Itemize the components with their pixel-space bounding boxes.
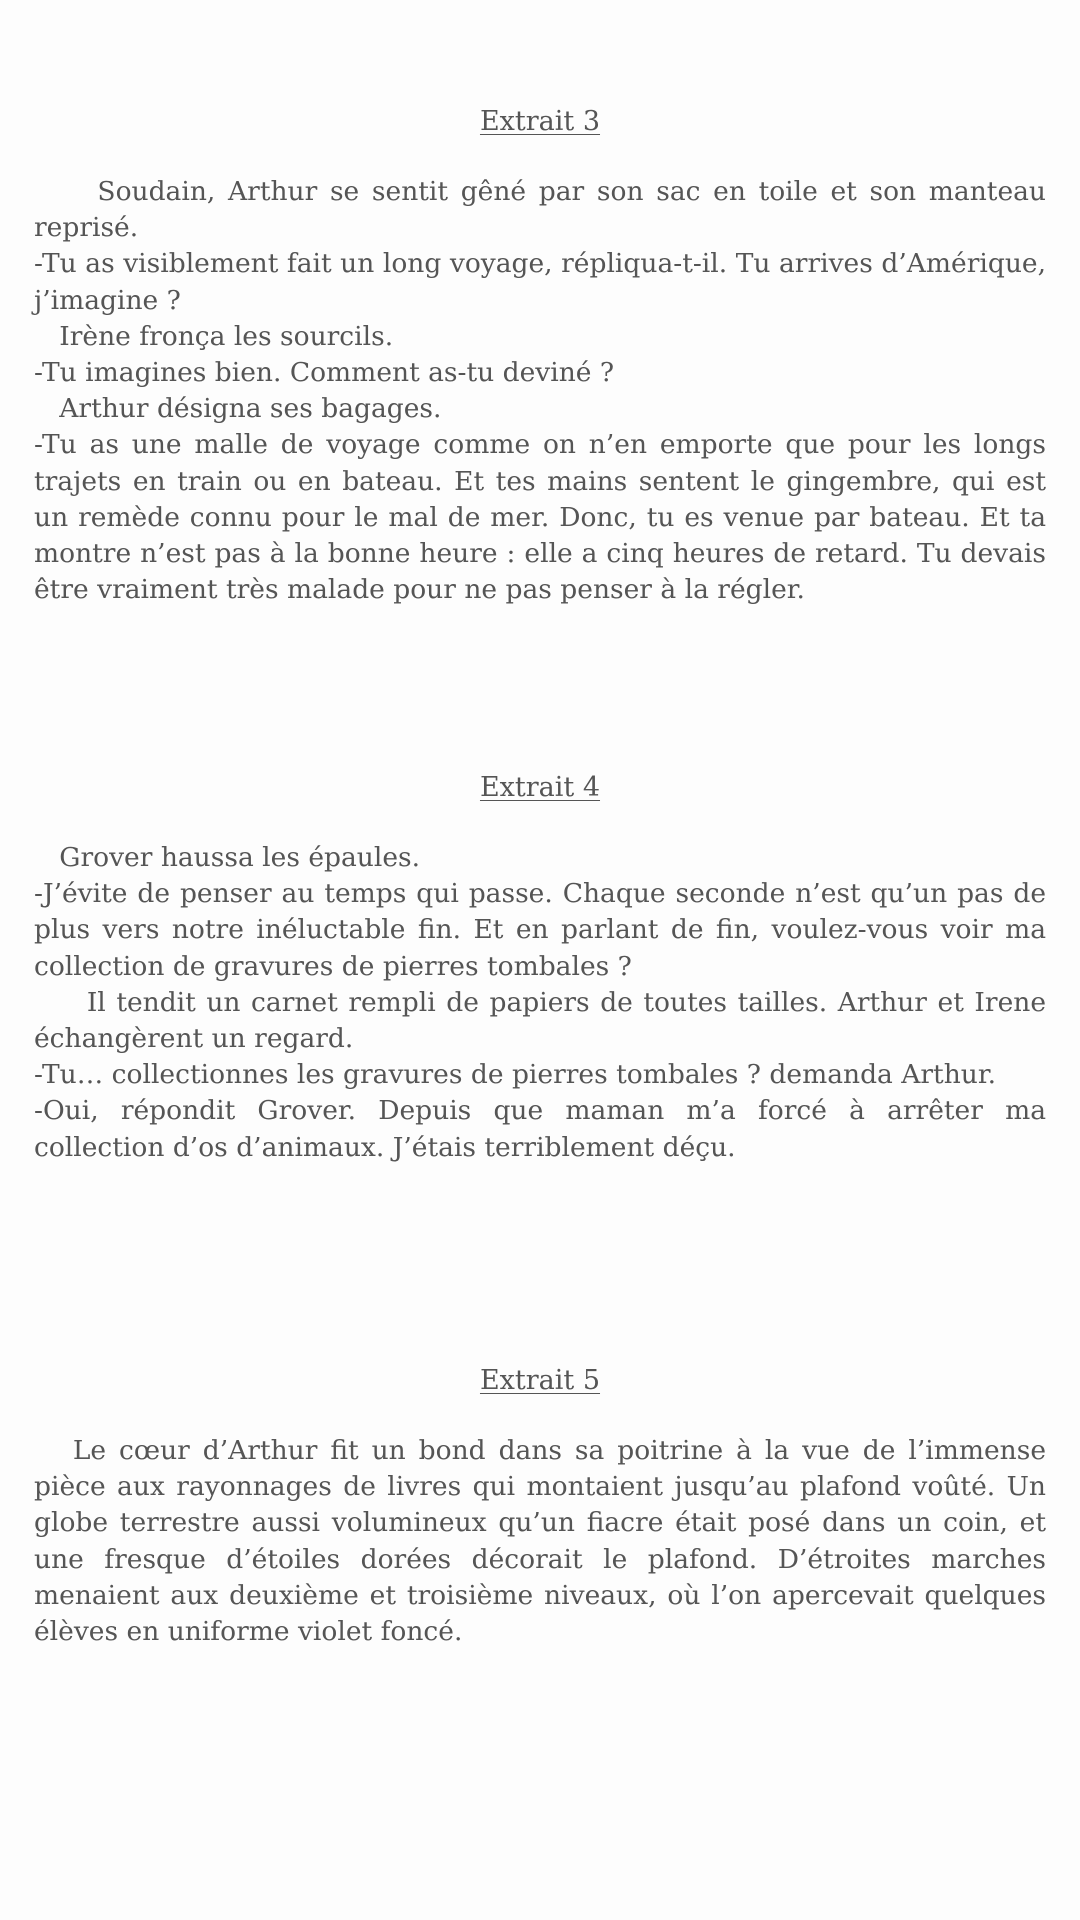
section-body [34, 840, 1055, 1166]
paragraph: -Tu as une malle de voyage comme on n’en emporte que pour les longs trajets en train ou en bateau. Et tes mains sentent le gingembre, qui est un remède connu pour le mal de mer. Donc, tu es venue par bateau. Et ta montre n’est pas à la bonne heure : elle a cinq heures de retard. Tu devais être vraiment très malade pour ne pas penser à la régler. [34, 429, 1046, 606]
paragraph: Irène fronça les sourcils. [34, 320, 394, 352]
section-title: Extrait 5 [479, 1365, 601, 1396]
paragraph: Grover haussa les épaules. [34, 842, 421, 873]
paragraph: -J’évite de penser au temps qui passe. Chaque seconde n’est qu’un pas de plus vers notre inéluctable fin. Et en parlant de fin, voulez-vous voir ma collection de gravures de pierres tombales ? [34, 878, 1046, 982]
section-extrait-3 [34, 104, 1055, 608]
paragraph: Le cœur d’Arthur fit un bond dans sa poitrine à la vue de l’immense pièce aux rayonnages de livres qui montaient jusqu’au plafond voûté. Un globe terrestre aussi volumineux qu’un fiacre était posé dans un coin, et une fresque d’étoiles dorées décorait le plafond. D’étroites marches menaient aux deuxième et troisième niveaux, où l’on apercevait quelques élèves en uniforme violet foncé. [34, 1435, 1055, 1648]
paragraph: -Tu… collectionnes les gravures de pierres tombales ? demanda Arthur. [34, 1059, 997, 1091]
paragraph: Soudain, Arthur se sentit gêné par son sac en toile et son manteau reprisé. [34, 176, 1055, 244]
paragraph: Arthur désigna ses bagages. [34, 393, 442, 425]
section-extrait-4 [34, 770, 1055, 1166]
paragraph: -Tu as visiblement fait un long voyage, répliqua-t-il. Tu arrives d’Amérique, j’imagine ? [34, 248, 1046, 316]
section-body [34, 1433, 1055, 1650]
paragraph: -Oui, répondit Grover. Depuis que maman m’a forcé à arrêter ma collection d’os d’animaux. J’étais terriblement déçu. [34, 1095, 1046, 1163]
section-extrait-5 [34, 1363, 1055, 1650]
paragraph: Il tendit un carnet rempli de papiers de toutes tailles. Arthur et Irene échangèrent un regard. [34, 986, 1055, 1055]
section-body [34, 174, 1055, 608]
section-title: Extrait 3 [479, 106, 601, 137]
section-title: Extrait 4 [479, 772, 601, 803]
paragraph: -Tu imagines bien. Comment as-tu deviné ? [34, 357, 615, 389]
